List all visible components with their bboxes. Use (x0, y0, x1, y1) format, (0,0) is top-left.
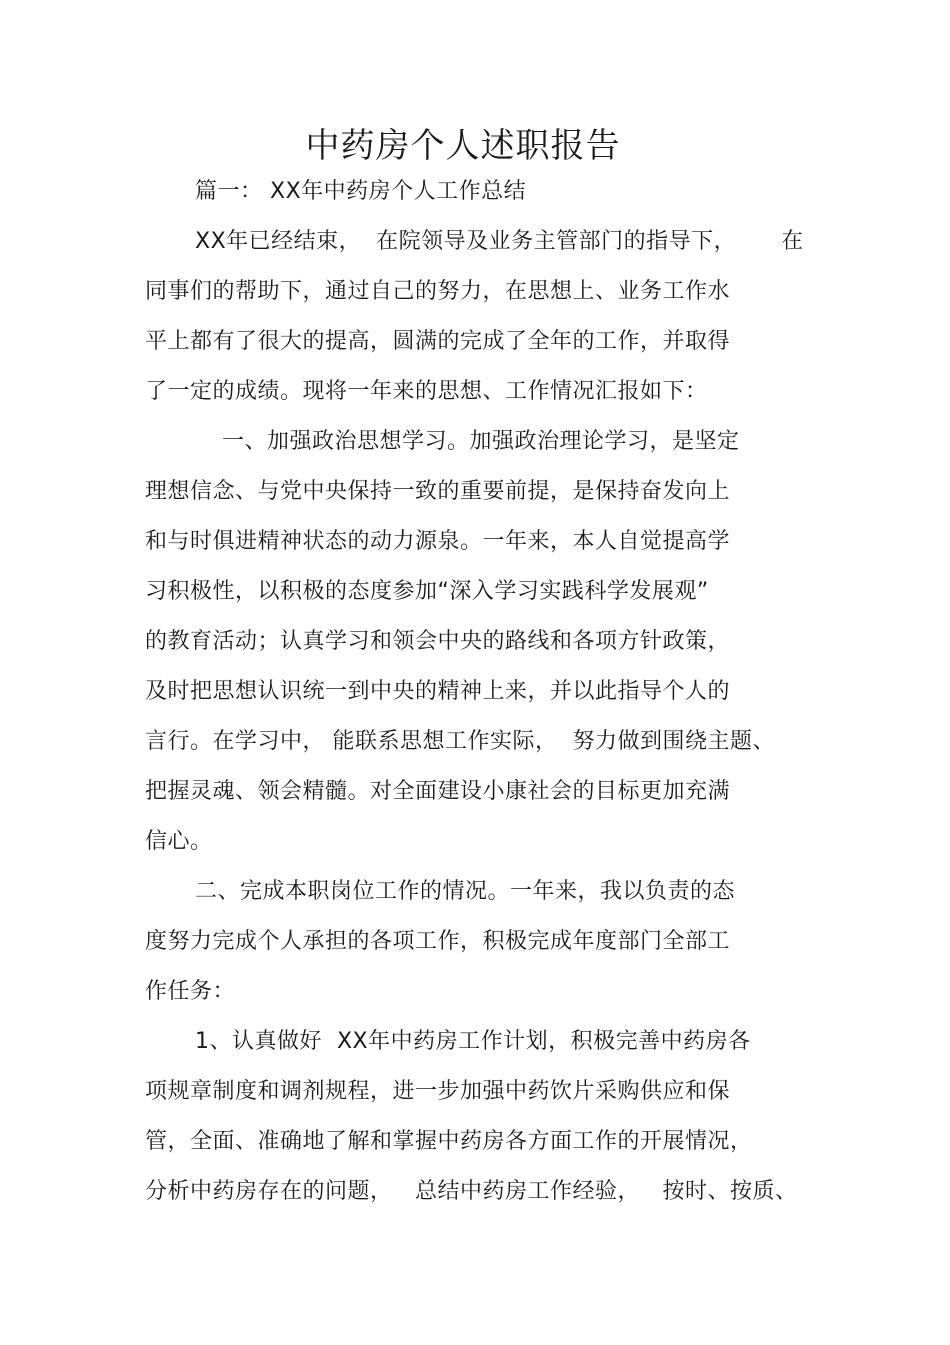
paragraph-line: 言行。在学习中， 能联系思想工作实际， 努力做到围绕主题、 (145, 729, 775, 754)
paragraph-line: 项规章制度和调剂规程，进一步加强中药饮片采购供应和保 (145, 1079, 731, 1104)
paragraph-line: 及时把思想认识统一到中央的精神上来，并以此指导个人的 (145, 679, 731, 704)
paragraph-line: 一、加强政治思想学习。加强政治理论学习，是坚定 (222, 429, 740, 454)
paragraph-line: 作任务： (145, 979, 236, 1004)
paragraph-line: 信心。 (145, 829, 213, 854)
paragraph-line: 了一定的成绩。现将一年来的思想、工作情况汇报如下： (145, 379, 708, 404)
paragraph-line: 管，全面、准确地了解和掌握中药房各方面工作的开展情况， (145, 1129, 753, 1154)
page-title: 中药房个人述职报告 (305, 126, 621, 166)
subtitle: 篇一： XX年中药房个人工作总结 (195, 179, 527, 204)
paragraph-line: 1、认真做好 XX年中药房工作计划，积极完善中药房各 (195, 1029, 751, 1054)
paragraph-line: 理想信念、与党中央保持一致的重要前提，是保持奋发向上 (145, 479, 731, 504)
paragraph-line: 平上都有了很大的提高，圆满的完成了全年的工作，并取得 (145, 329, 731, 354)
paragraph-line: 度努力完成个人承担的各项工作，积极完成年度部门全部工 (145, 929, 731, 954)
paragraph-line: 习积极性，以积极的态度参加“深入学习实践科学发展观” (145, 579, 709, 604)
paragraph-line: 二、完成本职岗位工作的情况。一年来，我以负责的态 (195, 879, 736, 904)
paragraph-line: 把握灵魂、领会精髓。对全面建设小康社会的目标更加充满 (145, 779, 731, 804)
paragraph-line: 同事们的帮助下，通过自己的努力，在思想上、业务工作水 (145, 279, 731, 304)
paragraph-line: 和与时俱进精神状态的动力源泉。一年来，本人自觉提高学 (145, 529, 731, 554)
paragraph-line: 的教育活动；认真学习和领会中央的路线和各项方针政策， (145, 629, 731, 654)
paragraph-line: 分析中药房存在的问题， 总结中药房工作经验， 按时、按质、 (145, 1179, 798, 1204)
paragraph-line: XX年已经结束， 在院领导及业务主管部门的指导下， 在 (195, 229, 804, 254)
